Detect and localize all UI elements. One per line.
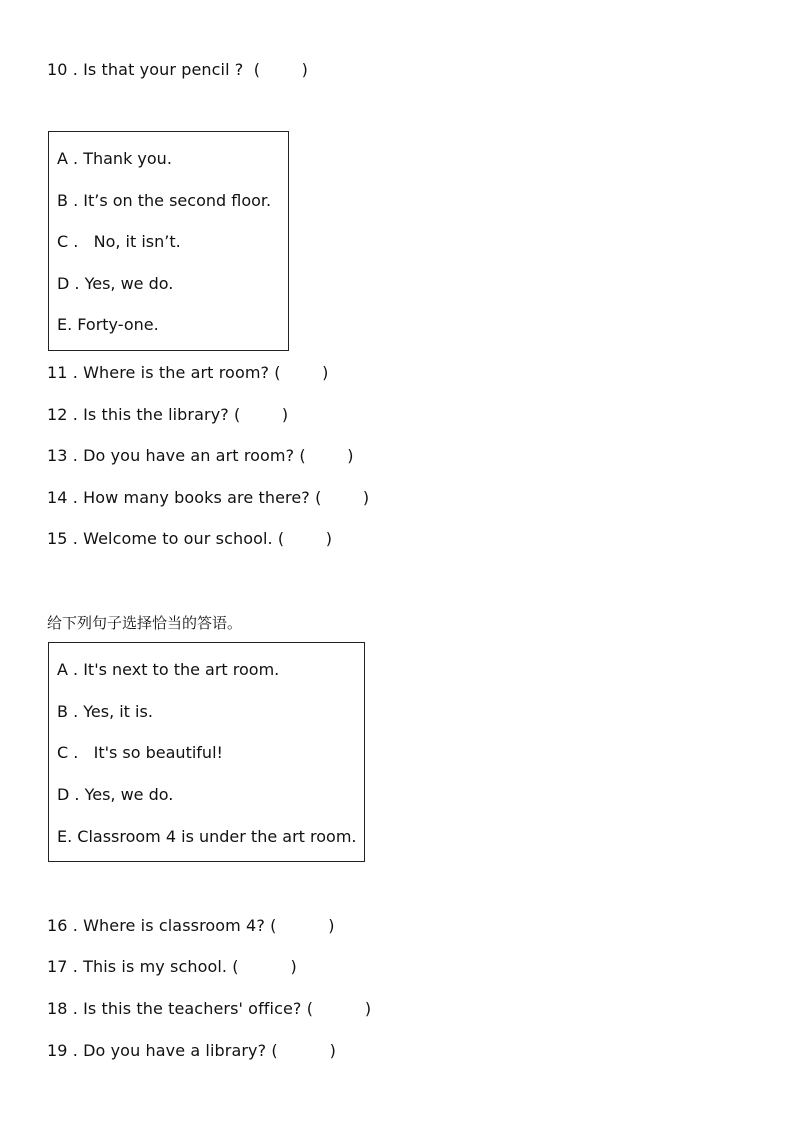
question-11: 11 . Where is the art room? ( ) xyxy=(47,363,329,382)
question-17: 17 . This is my school. ( ) xyxy=(47,957,297,976)
option-b: B . Yes, it is. xyxy=(57,702,153,721)
question-14: 14 . How many books are there? ( ) xyxy=(47,488,370,507)
question-19: 19 . Do you have a library? ( ) xyxy=(47,1041,336,1060)
answer-options-box-2 xyxy=(48,642,365,862)
option-c: C . It's so beautiful! xyxy=(57,743,223,762)
question-16: 16 . Where is classroom 4? ( ) xyxy=(47,916,335,935)
option-a: A . Thank you. xyxy=(57,149,172,168)
question-10: 10 . Is that your pencil ? ( ) xyxy=(47,60,308,79)
instruction-text: 给下列句子选择恰当的答语。 xyxy=(47,614,243,632)
question-13: 13 . Do you have an art room? ( ) xyxy=(47,446,354,465)
option-e: E. Classroom 4 is under the art room. xyxy=(57,827,357,846)
question-15: 15 . Welcome to our school. ( ) xyxy=(47,529,333,548)
option-d: D . Yes, we do. xyxy=(57,274,174,293)
answer-options-box-1 xyxy=(48,131,289,351)
option-b: B . It’s on the second floor. xyxy=(57,191,272,210)
question-18: 18 . Is this the teachers' office? ( ) xyxy=(47,999,372,1018)
option-c: C . No, it isn’t. xyxy=(57,232,181,251)
option-e: E. Forty-one. xyxy=(57,315,159,334)
question-12: 12 . Is this the library? ( ) xyxy=(47,405,289,424)
option-d: D . Yes, we do. xyxy=(57,785,174,804)
option-a: A . It's next to the art room. xyxy=(57,660,280,679)
